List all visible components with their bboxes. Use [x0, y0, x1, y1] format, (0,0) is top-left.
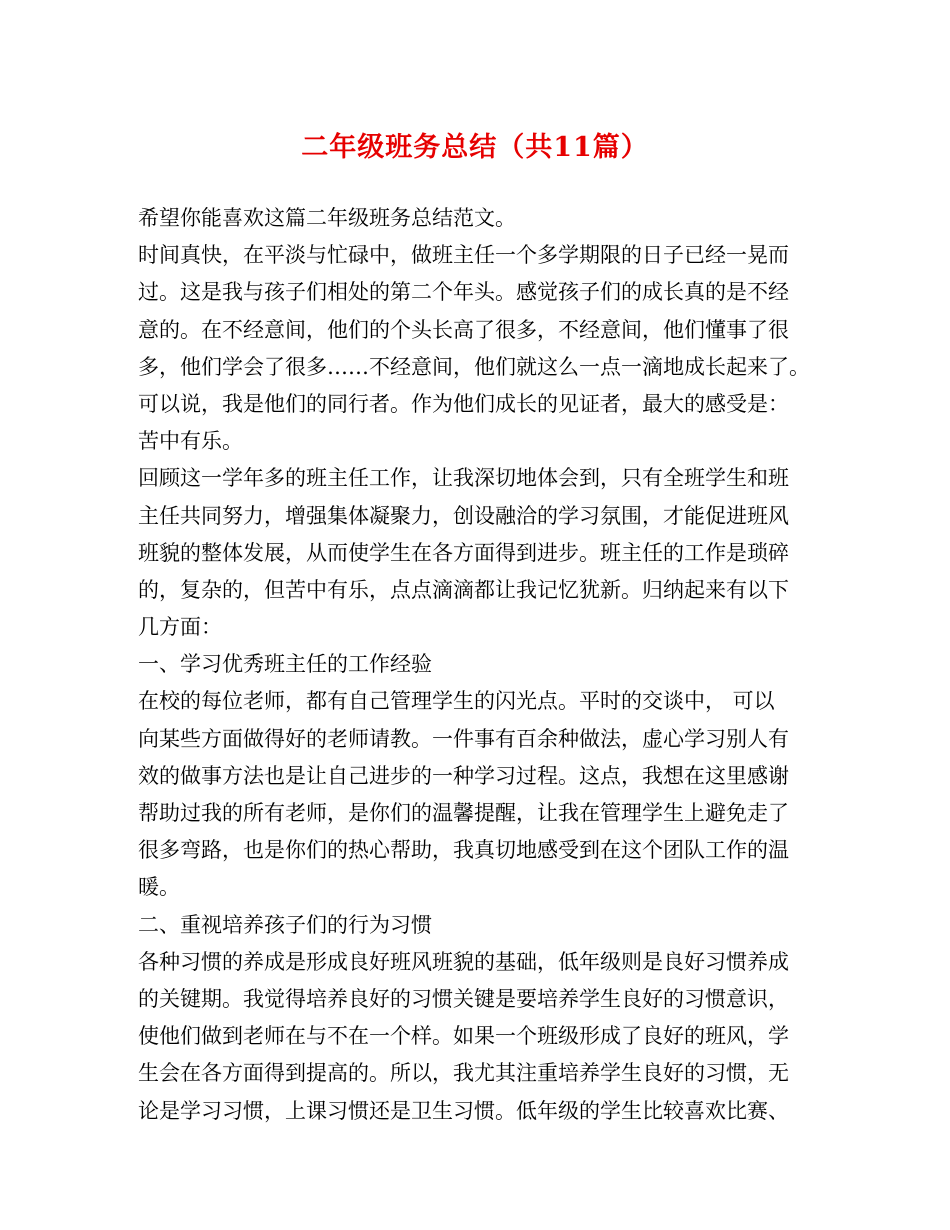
- body-text-line: 二、重视培养孩子们的行为习惯: [138, 912, 432, 937]
- document-body: [138, 200, 828, 1130]
- body-text-line: 的关键期。我觉得培养良好的习惯关键是要培养学生良好的习惯意识，: [138, 986, 789, 1011]
- body-text-line: 班貌的整体发展，从而使学生在各方面得到进步。班主任的工作是琐碎: [138, 540, 789, 565]
- body-text-line: 效的做事方法也是让自己进步的一种学习过程。这点，我想在这里感谢: [138, 763, 789, 788]
- body-text-line: 生会在各方面得到提高的。所以，我尤其注重培养学生良好的习惯，无: [138, 1061, 789, 1086]
- body-text-line: 几方面：: [138, 615, 222, 640]
- body-text-line: 可以说，我是他们的同行者。作为他们成长的见证者，最大的感受是：: [138, 391, 789, 416]
- body-text-line: 论是学习习惯，上课习惯还是卫生习惯。低年级的学生比较喜欢比赛、: [138, 1098, 789, 1123]
- body-text-line: 回顾这一学年多的班主任工作，让我深切地体会到，只有全班学生和班: [138, 466, 789, 491]
- body-text-line: 的，复杂的，但苦中有乐，点点滴滴都让我记忆犹新。归纳起来有以下: [138, 577, 789, 602]
- body-text-line: 时间真快，在平淡与忙碌中，做班主任一个多学期限的日子已经一晃而: [138, 243, 789, 268]
- body-text-line: 主任共同努力，增强集体凝聚力，创设融洽的学习氛围，才能促进班风: [138, 503, 789, 528]
- body-text-line: 意的。在不经意间，他们的个头长高了很多，不经意间，他们懂事了很: [138, 317, 789, 342]
- body-text-line: 很多弯路，也是你们的热心帮助，我真切地感受到在这个团队工作的温: [138, 838, 789, 863]
- body-text-line: 各种习惯的养成是形成良好班风班貌的基础，低年级则是良好习惯养成: [138, 949, 789, 974]
- body-text-line: 苦中有乐。: [138, 429, 243, 454]
- body-text-line: 希望你能喜欢这篇二年级班务总结范文。: [138, 206, 516, 230]
- body-text-line: 多，他们学会了很多……不经意间，他们就这么一点一滴地成长起来了。: [138, 354, 810, 379]
- body-text-line: 暖。: [138, 875, 180, 900]
- body-text-line: 使他们做到老师在与不在一个样。如果一个班级形成了良好的班风，学: [138, 1024, 789, 1049]
- body-text-line: 帮助过我的所有老师，是你们的温馨提醒，让我在管理学生上避免走了: [138, 801, 789, 825]
- body-text-line: 向某些方面做得好的老师请教。一件事有百余种做法，虚心学习别人有: [138, 726, 789, 751]
- document-title: 二年级班务总结（共11篇）: [301, 132, 649, 163]
- body-text-line: 一、学习优秀班主任的工作经验: [138, 652, 432, 677]
- body-text-line: 在校的每位老师，都有自己管理学生的闪光点。平时的交谈中， 可以: [138, 689, 775, 714]
- body-text-line: 过。这是我与孩子们相处的第二个年头。感觉孩子们的成长真的是不经: [138, 280, 789, 305]
